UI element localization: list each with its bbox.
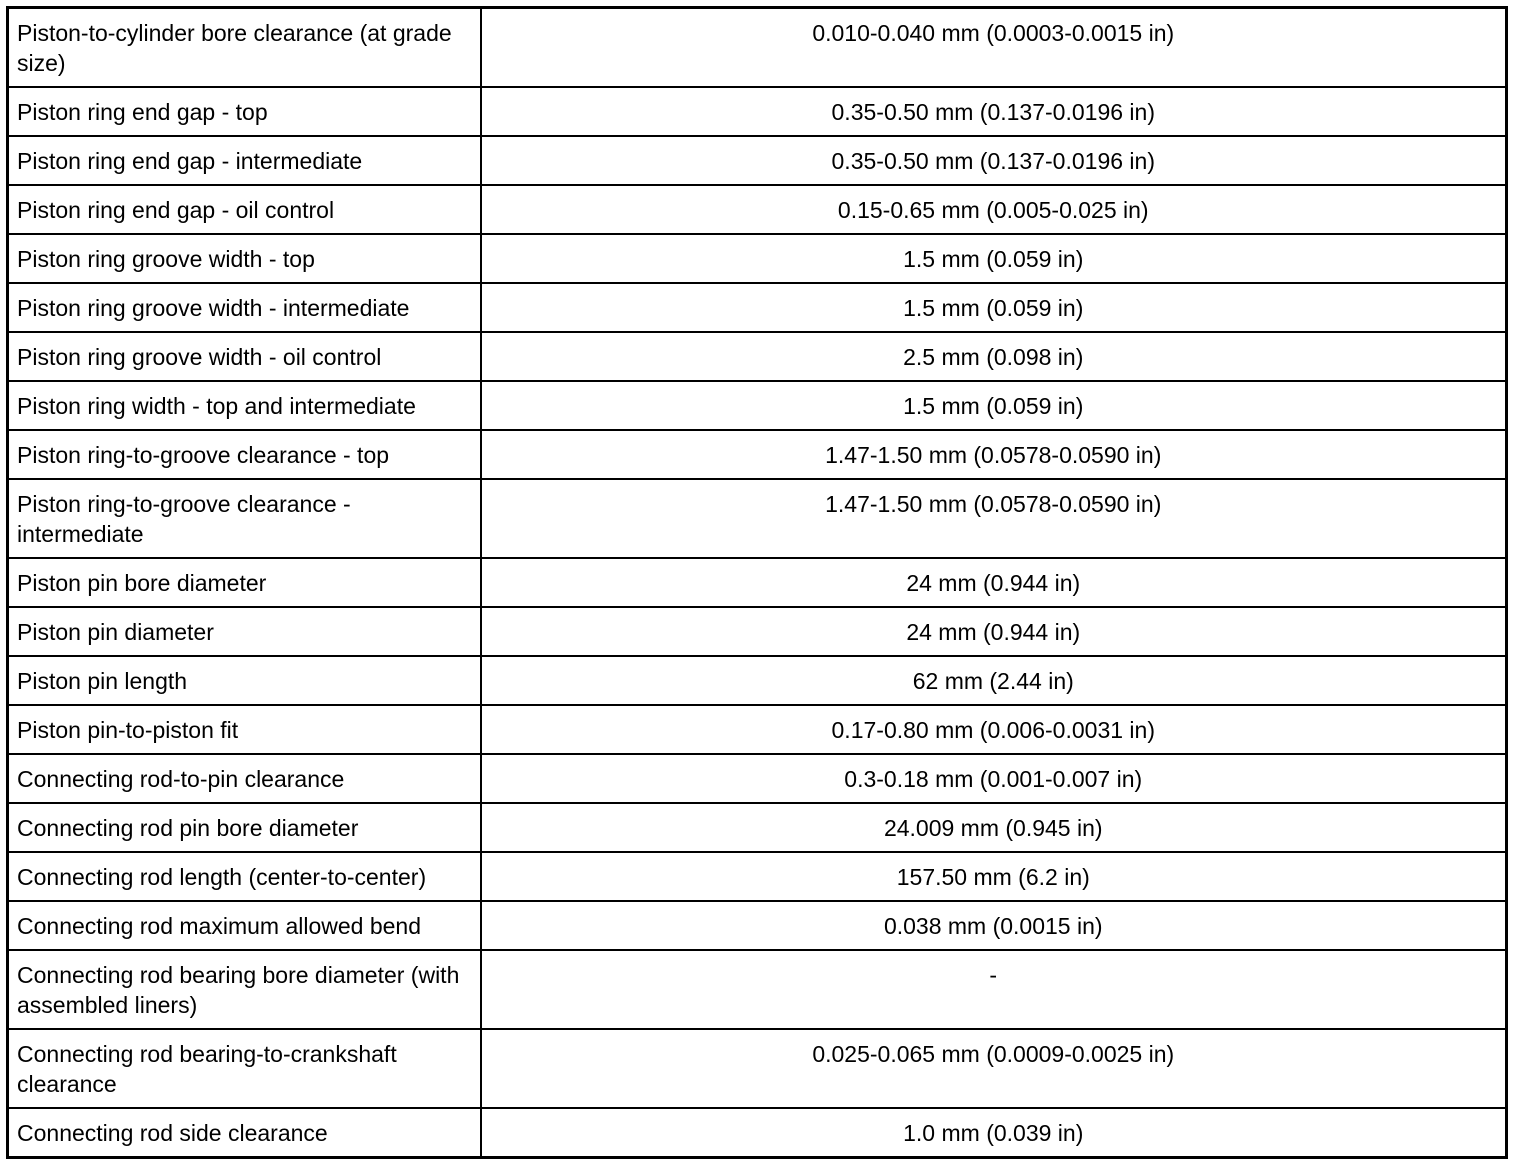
table-row	[8, 1108, 1507, 1158]
value-cell: 2.5 mm (0.098 in)	[481, 332, 1507, 381]
parameter-cell: Connecting rod side clearance	[8, 1108, 481, 1158]
value-cell: 0.15-0.65 mm (0.005-0.025 in)	[481, 185, 1507, 234]
value-cell: 0.35-0.50 mm (0.137-0.0196 in)	[481, 136, 1507, 185]
parameter-cell: Piston ring groove width - top	[8, 234, 481, 283]
value-cell: 1.5 mm (0.059 in)	[481, 381, 1507, 430]
parameter-cell: Connecting rod-to-pin clearance	[8, 754, 481, 803]
table-row	[8, 8, 1507, 88]
value-cell: 1.0 mm (0.039 in)	[481, 1108, 1507, 1158]
table-row	[8, 950, 1507, 1029]
parameter-cell: Piston ring-to-groove clearance - intermediate	[8, 479, 481, 558]
value-cell: 0.038 mm (0.0015 in)	[481, 901, 1507, 950]
value-cell: 0.17-0.80 mm (0.006-0.0031 in)	[481, 705, 1507, 754]
specifications-table	[6, 6, 1508, 1159]
value-cell: 1.47-1.50 mm (0.0578-0.0590 in)	[481, 430, 1507, 479]
value-cell: 24 mm (0.944 in)	[481, 558, 1507, 607]
parameter-cell: Piston pin length	[8, 656, 481, 705]
value-cell: 0.010-0.040 mm (0.0003-0.0015 in)	[481, 8, 1507, 88]
value-cell: 0.3-0.18 mm (0.001-0.007 in)	[481, 754, 1507, 803]
table-row	[8, 479, 1507, 558]
value-cell: 24.009 mm (0.945 in)	[481, 803, 1507, 852]
parameter-cell: Piston ring-to-groove clearance - top	[8, 430, 481, 479]
value-cell: 0.35-0.50 mm (0.137-0.0196 in)	[481, 87, 1507, 136]
table-row	[8, 332, 1507, 381]
table-row	[8, 803, 1507, 852]
table-row	[8, 283, 1507, 332]
table-row	[8, 185, 1507, 234]
parameter-cell: Piston-to-cylinder bore clearance (at grade size)	[8, 8, 481, 88]
table-row	[8, 87, 1507, 136]
value-cell: -	[481, 950, 1507, 1029]
parameter-cell: Connecting rod bearing-to-crankshaft clearance	[8, 1029, 481, 1108]
table-row	[8, 607, 1507, 656]
parameter-cell: Piston ring width - top and intermediate	[8, 381, 481, 430]
table-row	[8, 656, 1507, 705]
parameter-cell: Piston pin diameter	[8, 607, 481, 656]
value-cell: 24 mm (0.944 in)	[481, 607, 1507, 656]
parameter-cell: Connecting rod maximum allowed bend	[8, 901, 481, 950]
parameter-cell: Piston pin bore diameter	[8, 558, 481, 607]
table-row	[8, 901, 1507, 950]
table-row	[8, 381, 1507, 430]
table-row	[8, 136, 1507, 185]
table-row	[8, 430, 1507, 479]
value-cell: 1.5 mm (0.059 in)	[481, 234, 1507, 283]
value-cell: 0.025-0.065 mm (0.0009-0.0025 in)	[481, 1029, 1507, 1108]
value-cell: 1.47-1.50 mm (0.0578-0.0590 in)	[481, 479, 1507, 558]
value-cell: 157.50 mm (6.2 in)	[481, 852, 1507, 901]
table-row	[8, 558, 1507, 607]
table-row	[8, 234, 1507, 283]
table-row	[8, 754, 1507, 803]
parameter-cell: Connecting rod length (center-to-center)	[8, 852, 481, 901]
parameter-cell: Piston ring end gap - intermediate	[8, 136, 481, 185]
parameter-cell: Connecting rod bearing bore diameter (with assembled liners)	[8, 950, 481, 1029]
parameter-cell: Piston ring end gap - oil control	[8, 185, 481, 234]
table-row	[8, 1029, 1507, 1108]
table-row	[8, 852, 1507, 901]
value-cell: 1.5 mm (0.059 in)	[481, 283, 1507, 332]
parameter-cell: Connecting rod pin bore diameter	[8, 803, 481, 852]
value-cell: 62 mm (2.44 in)	[481, 656, 1507, 705]
table-row	[8, 705, 1507, 754]
parameter-cell: Piston ring groove width - oil control	[8, 332, 481, 381]
parameter-cell: Piston ring groove width - intermediate	[8, 283, 481, 332]
parameter-cell: Piston pin-to-piston fit	[8, 705, 481, 754]
parameter-cell: Piston ring end gap - top	[8, 87, 481, 136]
